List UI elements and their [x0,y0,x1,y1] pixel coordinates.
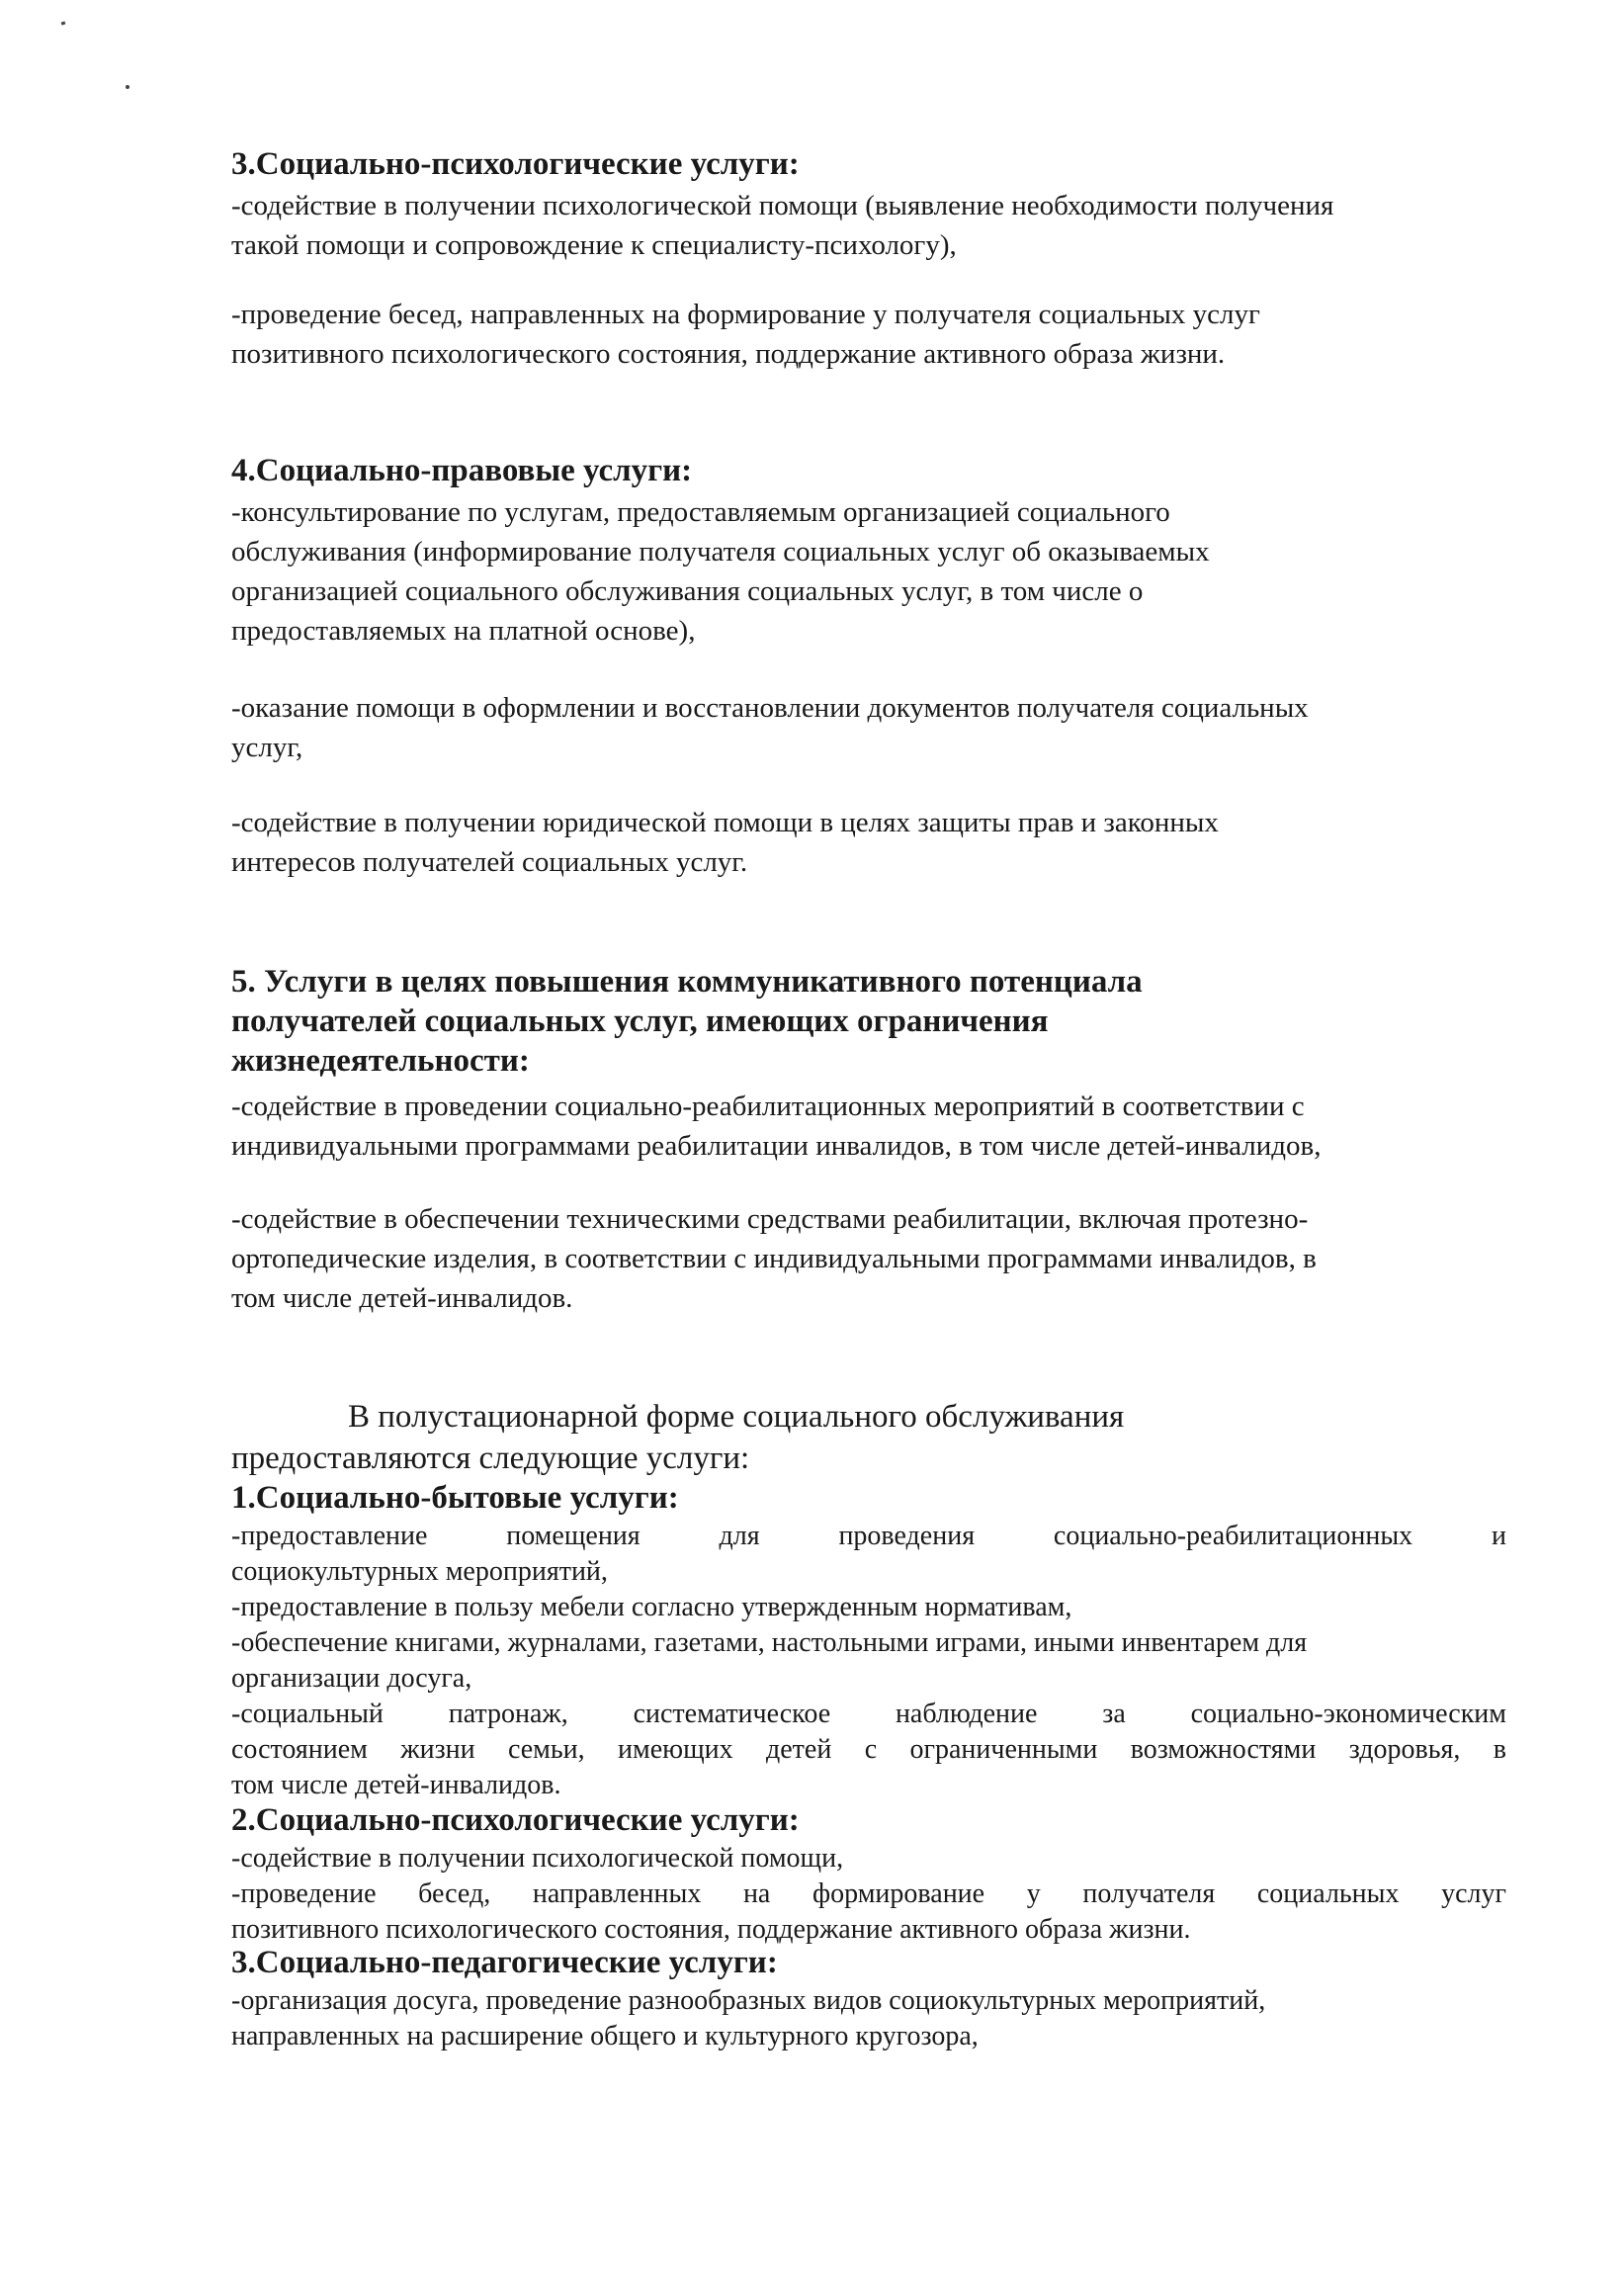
text-line: -содействие в проведении социально-реабилитационных мероприятий в соответствии с [231,1091,1305,1122]
semi-block-1-text [231,1519,1506,1803]
text-line: социокультурных мероприятий, [231,1556,608,1587]
section-3-paragraph-2 [231,295,1260,374]
semi-stationary-intro [231,1396,1124,1479]
semi-block-2-text [231,1841,1506,1948]
text-line: том числе детей-инвалидов. [231,1770,561,1800]
section-5-paragraph-2 [231,1199,1317,1318]
text-line: -социальный патронаж, систематическое наблюдение за социально-экономическим [231,1699,1506,1729]
section-4-title: 4.Социально-правовые услуги: [231,453,693,488]
intro-line: предоставляются следующие услуги: [231,1440,750,1476]
section-3-paragraph-1 [231,186,1333,265]
text-line: позитивного психологического состояния, поддержание активного образа жизни. [231,338,1226,370]
text-line: -содействие в получении психологической помощи (выявление необходимости получения [231,190,1334,221]
semi-block-3-title: 3.Социально-педагогические услуги: [231,1945,778,1980]
title-line: жизнедеятельности: [231,1043,530,1079]
text-line: -обеспечение книгами, журналами, газетами, настольными играми, иными инвентарем для [231,1627,1308,1658]
text-line: ортопедические изделия, в соответствии с индивидуальными программами инвалидов, в [231,1243,1317,1274]
section-5-paragraph-1 [231,1087,1321,1166]
section-4-paragraph-1 [231,492,1210,651]
text-line: -консультирование по услугам, предоставляемым организацией социального [231,496,1170,528]
text-line: направленных на расширение общего и культурного кругозора, [231,2021,979,2051]
text-line: -содействие в получении юридической помощи в целях защиты прав и законных [231,807,1219,838]
text-line: позитивного психологического состояния, поддержание активного образа жизни. [231,1914,1191,1945]
text-line: услуг, [231,732,303,763]
text-line: такой помощи и сопровождение к специалисту-психологу), [231,229,957,261]
text-line: -проведение бесед, направленных на формирование у получателя социальных услуг [231,1878,1506,1909]
text-line: организацией социального обслуживания социальных услуг, в том числе о [231,575,1144,607]
text-line: том числе детей-инвалидов. [231,1282,573,1314]
text-line: -предоставление помещения для проведения социально-реабилитационных и [231,1521,1506,1551]
text-line: -содействие в получении психологической помощи, [231,1843,844,1874]
semi-block-2-title: 2.Социально-психологические услуги: [231,1802,800,1838]
text-line: интересов получателей социальных услуг. [231,846,748,878]
text-line: организации досуга, [231,1663,472,1694]
scan-speck [126,85,129,89]
text-line: состоянием жизни семьи, имеющих детей с ограниченными возможностями здоровья, в [231,1734,1506,1765]
title-line: получателей социальных услуг, имеющих ограничения [231,1004,1049,1039]
scan-speck [61,21,66,25]
text-line: -организация досуга, проведение разнообразных видов социокультурных мероприятий, [231,1985,1266,2016]
text-line: -оказание помощи в оформлении и восстановлении документов получателя социальных [231,692,1309,724]
text-line: -предоставление в пользу мебели согласно утвержденным нормативам, [231,1592,1072,1622]
text-line: предоставляемых на платной основе), [231,615,696,647]
title-line: 5. Услуги в целях повышения коммуникативного потенциала [231,964,1143,1000]
text-line: -проведение бесед, направленных на формирование у получателя социальных услуг [231,299,1260,330]
intro-line: В полустационарной форме социального обслуживания [348,1399,1125,1435]
semi-block-3-text [231,1983,1265,2054]
section-5-title [231,962,1143,1081]
section-4-paragraph-3 [231,803,1219,882]
semi-block-1-title: 1.Социально-бытовые услуги: [231,1480,679,1516]
section-4-paragraph-2 [231,688,1309,767]
section-3-title: 3.Социально-психологические услуги: [231,146,800,182]
text-line: обслуживания (информирование получателя социальных услуг об оказываемых [231,536,1210,567]
text-line: -содействие в обеспечении техническими средствами реабилитации, включая протезно- [231,1203,1309,1235]
text-line: индивидуальными программами реабилитации инвалидов, в том числе детей-инвалидов, [231,1130,1322,1162]
